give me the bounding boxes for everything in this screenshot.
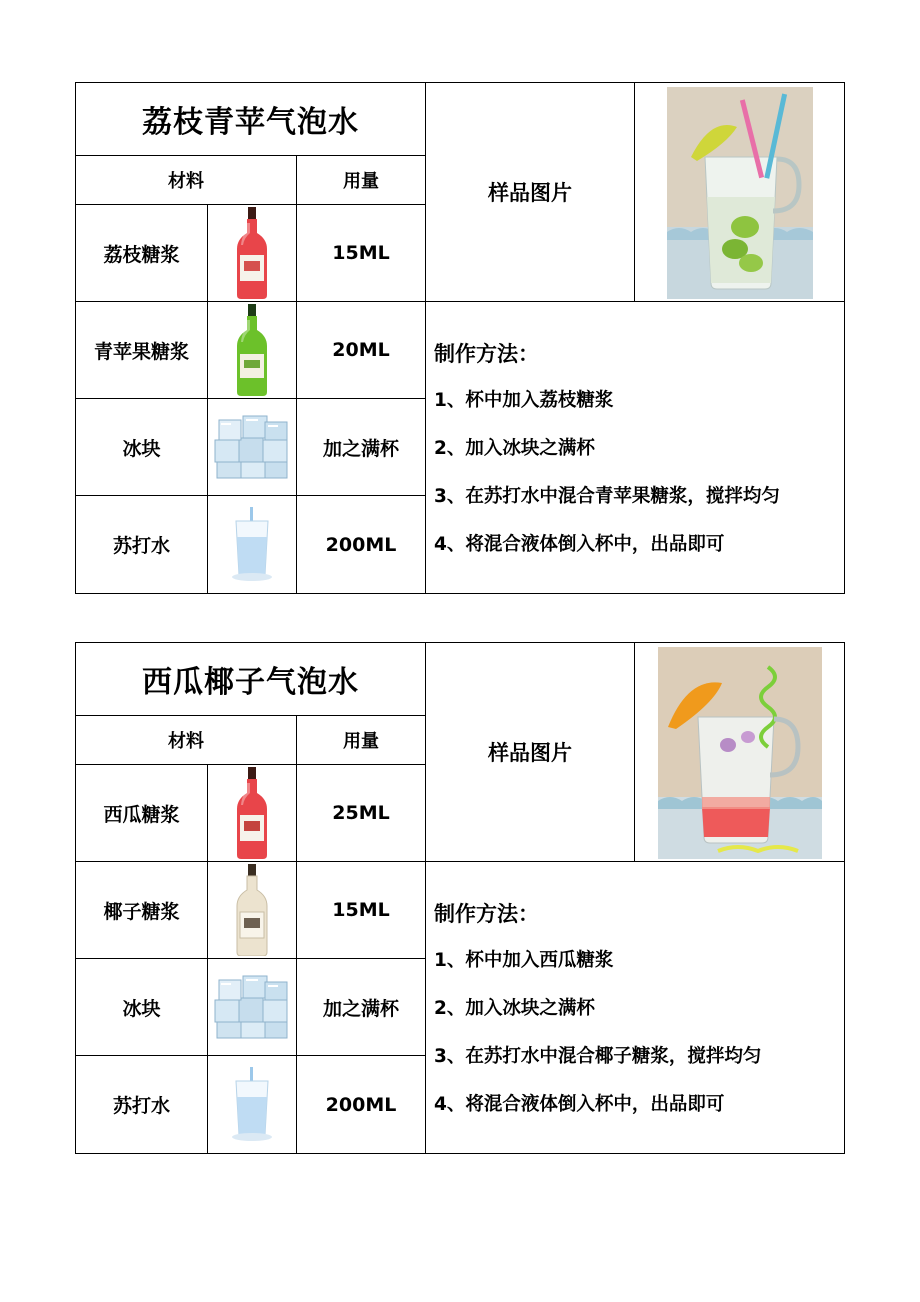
- cream-syrup-bottle-icon: [207, 861, 297, 959]
- method-title: 制作方法：: [434, 342, 539, 366]
- ingredient-amount: 加之满杯: [296, 958, 426, 1056]
- green-syrup-bottle-icon: [207, 301, 297, 399]
- method-step: 3、在苏打水中混合青苹果糖浆，搅拌均匀: [434, 486, 780, 507]
- method-panel: [425, 301, 845, 594]
- watermelon-coconut-drink-photo: [658, 647, 822, 859]
- ingredient-amount: 15ML: [296, 861, 426, 959]
- method-panel: [425, 861, 845, 1154]
- header-material: 材料: [75, 715, 297, 765]
- sample-photo-cell: [634, 642, 845, 862]
- soda-glass-icon: [207, 1055, 297, 1154]
- method-step: 1、杯中加入荔枝糖浆: [434, 390, 614, 411]
- sample-image-label: 样品图片: [425, 642, 635, 862]
- ingredient-amount: 加之满杯: [296, 398, 426, 496]
- method-step: 4、将混合液体倒入杯中，出品即可: [434, 534, 725, 555]
- red-syrup-bottle-icon: [207, 764, 297, 862]
- method-title: 制作方法：: [434, 902, 539, 926]
- ingredient-amount: 15ML: [296, 204, 426, 302]
- sample-photo-cell: [634, 82, 845, 302]
- header-amount: 用量: [296, 715, 426, 765]
- ice-cubes-icon: [207, 398, 297, 496]
- header-material: 材料: [75, 155, 297, 205]
- sample-image-label: 样品图片: [425, 82, 635, 302]
- ingredient-amount: 20ML: [296, 301, 426, 399]
- method-step: 3、在苏打水中混合椰子糖浆，搅拌均匀: [434, 1046, 762, 1067]
- recipe-card-1: [75, 82, 845, 594]
- ingredient-amount: 200ML: [296, 495, 426, 594]
- ingredient-name: 椰子糖浆: [75, 861, 208, 959]
- method-step: 2、加入冰块之满杯: [434, 998, 595, 1019]
- ingredient-name: 青苹果糖浆: [75, 301, 208, 399]
- ingredient-name: 冰块: [75, 398, 208, 496]
- soda-glass-icon: [207, 495, 297, 594]
- method-step: 4、将混合液体倒入杯中，出品即可: [434, 1094, 725, 1115]
- ingredient-name: 苏打水: [75, 495, 208, 594]
- ingredient-name: 苏打水: [75, 1055, 208, 1154]
- method-step: 1、杯中加入西瓜糖浆: [434, 950, 614, 971]
- ingredient-amount: 25ML: [296, 764, 426, 862]
- recipe-title: 荔枝青苹气泡水: [75, 82, 426, 156]
- method-step: 2、加入冰块之满杯: [434, 438, 595, 459]
- ingredient-amount: 200ML: [296, 1055, 426, 1154]
- ingredient-name: 西瓜糖浆: [75, 764, 208, 862]
- header-amount: 用量: [296, 155, 426, 205]
- recipe-card-2: [75, 642, 845, 1154]
- ice-cubes-icon: [207, 958, 297, 1056]
- lychee-apple-drink-photo: [667, 87, 813, 299]
- ingredient-name: 冰块: [75, 958, 208, 1056]
- recipe-title: 西瓜椰子气泡水: [75, 642, 426, 716]
- red-syrup-bottle-icon: [207, 204, 297, 302]
- ingredient-name: 荔枝糖浆: [75, 204, 208, 302]
